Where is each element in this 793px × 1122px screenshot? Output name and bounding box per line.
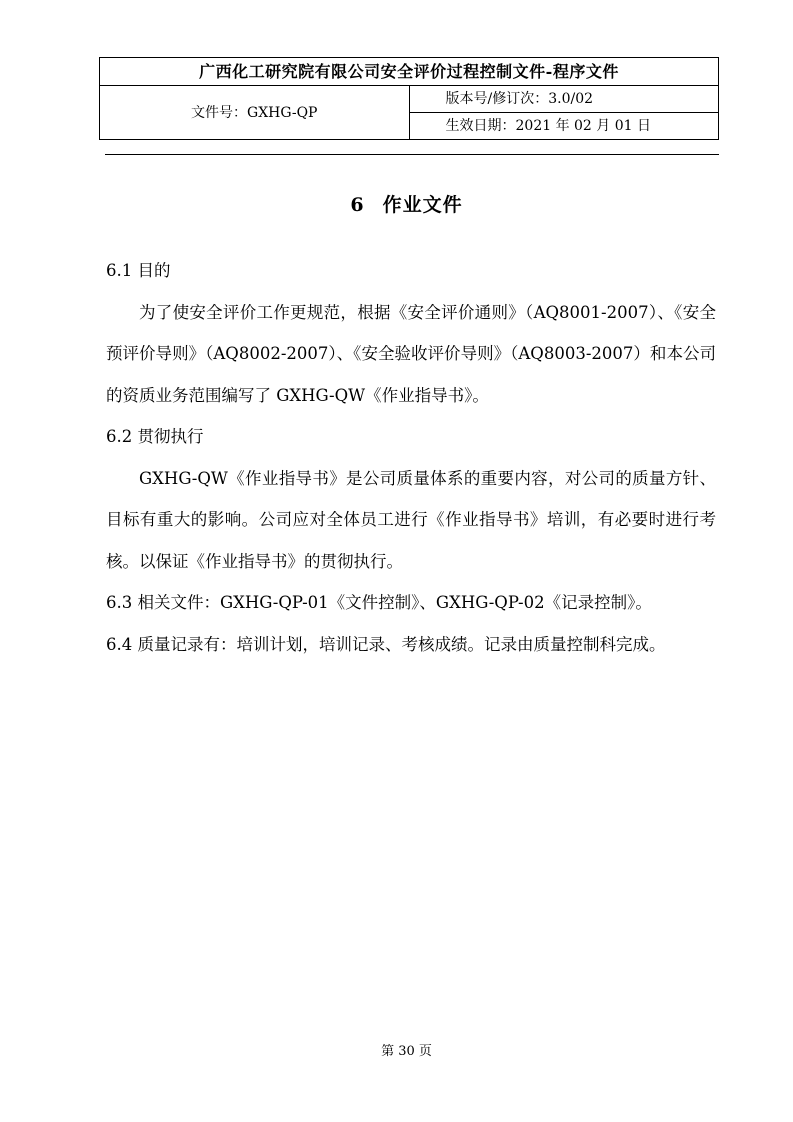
section-6-1-heading: 6.1 目的 — [106, 261, 171, 280]
chapter-number: 6 — [350, 194, 365, 216]
effective-date: 生效日期：2021 年 02 月 01 日 — [409, 113, 719, 140]
section-6-2-body: GXHG-QW《作业指导书》是公司质量体系的重要内容，对公司的质量方针、目标有重大的影响。公司应对全体员工进行《作业指导书》培训，有必要时进行考核。以保证《作业指导书》的贯彻执行。 — [106, 468, 716, 571]
header-rule — [105, 154, 719, 155]
document-header-table — [99, 57, 719, 140]
section-6-2-heading: 6.2 贯彻执行 — [106, 427, 204, 446]
header-title: 广西化工研究院有限公司安全评价过程控制文件-程序文件 — [100, 58, 719, 86]
section-6-1-body: 为了使安全评价工作更规范，根据《安全评价通则》（AQ8001-2007）、《安全预评价导则》（AQ8002-2007）、《安全验收评价导则》（AQ8003-2007）和本公司的资质业务范围编写了 GXHG-QW《作业指导书》。 — [106, 302, 716, 405]
chapter-title — [0, 190, 793, 217]
section-6-4-quality-records: 6.4 质量记录有：培训计划，培训记录、考核成绩。记录由质量控制科完成。 — [106, 634, 666, 654]
section-6-3-related-docs: 6.3 相关文件：GXHG-QP-01《文件控制》、GXHG-QP-02《记录控制》。 — [106, 593, 652, 612]
document-body — [106, 250, 716, 665]
document-number: 文件号：GXHG-QP — [100, 86, 410, 140]
version-revision: 版本号/修订次：3.0/02 — [409, 86, 719, 113]
page-number: 第 30 页 — [381, 1044, 432, 1059]
chapter-name: 作业文件 — [382, 194, 463, 216]
